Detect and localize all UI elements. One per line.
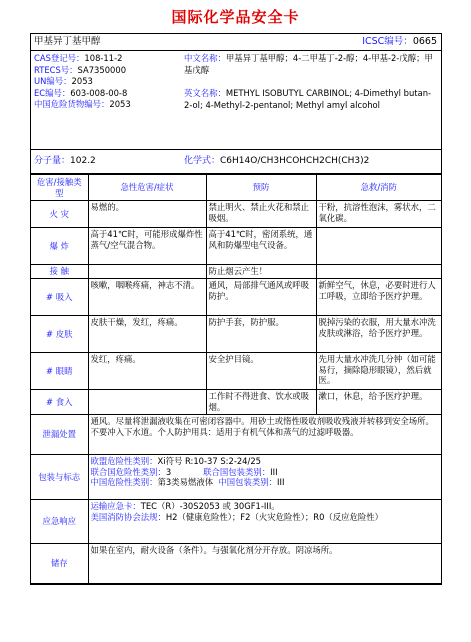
ename-label: 英文名称：: [184, 88, 226, 98]
fire-symptoms: 易燃的。: [88, 201, 206, 228]
cn-label: 中国危险货物编号：: [34, 99, 110, 109]
emergency-row: [31, 500, 441, 544]
cn-class-line: [91, 477, 440, 488]
header-symptoms: 急性危害/症状: [88, 175, 206, 201]
table-header-row: [31, 175, 441, 201]
table-row: [31, 279, 441, 316]
cn-class-label: 中国危险性类别：: [90, 477, 158, 487]
card-box: [30, 33, 442, 585]
nfpa-line: [91, 512, 440, 523]
icsc-number: [362, 34, 437, 50]
identifiers-left: [34, 53, 179, 111]
table-row: [31, 201, 441, 228]
cn-value: 2053: [109, 99, 131, 109]
contact-firstaid: [316, 265, 441, 279]
un-row: [34, 76, 179, 88]
cname-value: 甲基异丁基甲醇；4-二甲基丁-2-醇；4-甲基-2-戊醇；甲基戊醇: [184, 53, 433, 75]
un-class-value: 3: [165, 466, 172, 477]
explosion-firstaid: [316, 228, 441, 265]
eyes-firstaid: 先用大量水冲洗几分钟（如可能易行，摘除隐形眼镜），然后就医。: [316, 353, 441, 390]
ename-row: [184, 88, 436, 111]
cas-row: [34, 53, 179, 65]
row-label-explosion: 爆 炸: [31, 228, 88, 265]
un-pack-value: III: [270, 466, 278, 477]
table-row: [31, 390, 441, 415]
explosion-symptoms: 高于41℃时，可能形成爆炸性蒸气/空气混合物。: [88, 228, 206, 265]
ingestion-firstaid: 漱口，休息，给予医疗护理。: [316, 390, 441, 415]
contact-prevention: 防止烟云产生！: [206, 265, 316, 279]
packaging-text: [88, 455, 441, 500]
un-label: UN编号：: [34, 76, 72, 86]
inhalation-symptoms: 咳嗽，咽喉疼痛，神志不清。: [88, 279, 206, 316]
identifiers-right: [184, 53, 436, 111]
header-type: 危害/接触类型: [31, 175, 88, 201]
row-label-contact: 接 触: [31, 265, 88, 279]
ec-row: [34, 88, 179, 100]
spill-label: 泄漏处置: [31, 415, 88, 455]
card-title: 国际化学品安全卡: [171, 8, 300, 26]
cas-label: CAS登记号：: [34, 53, 85, 63]
ename-value: METHYL ISOBUTYL CARBINOL; 4-Dimethyl butan-2-ol; 4-Methyl-2-pentanol; Methyl amyl alcohol: [184, 88, 432, 110]
ec-label: EC编号：: [34, 87, 71, 98]
packaging-row: [31, 455, 441, 500]
spill-row: [31, 415, 441, 455]
nfpa-label: 美国消防协会法规：: [90, 511, 166, 522]
mw: [34, 150, 96, 173]
mw-label: 分子量：: [34, 156, 71, 166]
table-row: [31, 316, 441, 353]
ec-value: 603-008-00-8: [70, 87, 128, 98]
identifiers-block: [31, 51, 441, 150]
formula-label: 化学式：: [184, 156, 221, 166]
spill-text: 通风。尽量将泄漏液收集在可密闭容器中。用砂土或惰性吸收剂吸收残液并转移到安全场所。不要冲入下水道。个人防护用具：适用于有机气体和蒸气的过滤呼吸器。: [88, 415, 441, 455]
formula: [184, 150, 369, 173]
storage-label: 储存: [31, 544, 88, 584]
row-label-eyes: # 眼睛: [31, 353, 88, 390]
icsc-label: ICSC编号：: [362, 36, 413, 47]
eu-class-line: [91, 456, 440, 467]
cn-pack-value: III: [277, 477, 285, 487]
molecular-row: [31, 150, 441, 174]
chemical-name: 甲基异丁基甲醇: [34, 36, 101, 47]
cn-row: [34, 99, 179, 111]
transport-card-label: 运输应急卡：: [90, 501, 141, 511]
skin-firstaid: 脱掉污染的衣服，用大量水冲洗皮肤或淋浴，给予医疗护理。: [316, 316, 441, 353]
row-label-fire: 火 灾: [31, 201, 88, 228]
explosion-prevention: 高于41℃时，密闭系统，通风和防爆型电气设备。: [206, 228, 316, 265]
header-firstaid: 急救/消防: [316, 175, 441, 201]
emergency-label: 应急响应: [31, 500, 88, 544]
eu-class-value: Xi符号 R:10-37 S:2-24/25: [157, 456, 261, 466]
header-row: [31, 34, 441, 51]
table-row: [31, 265, 441, 279]
nfpa-value: H2（健康危险性）；F2（火灾危险性）；R0（反应危险性）: [165, 511, 384, 522]
skin-prevention: 防护手套，防护服。: [206, 316, 316, 353]
cas-value: 108-11-2: [84, 53, 123, 63]
eyes-prevention: 安全护目镜。: [206, 353, 316, 390]
hazard-table: [31, 174, 441, 584]
header-prevention: 预防: [206, 175, 316, 201]
ingestion-symptoms: [88, 390, 206, 415]
formula-value: C6H14O/CH3HCOHCH2CH(CH3)2: [220, 156, 370, 166]
emergency-text: [88, 500, 441, 544]
contact-symptoms: [88, 265, 206, 279]
row-label-skin: # 皮肤: [31, 316, 88, 353]
un-value: 2053: [71, 76, 93, 86]
icsc-value: 0665: [412, 36, 437, 47]
un-class-line: [91, 467, 440, 478]
inhalation-prevention: 通风，局部排气通风或呼吸防护。: [206, 279, 316, 316]
skin-symptoms: 皮肤干燥，发红，疼痛。: [88, 316, 206, 353]
cn-class-value: 第3类易燃液体: [157, 477, 214, 487]
rtecs-value: SA7350000: [77, 64, 127, 75]
table-row: [31, 353, 441, 390]
ingestion-prevention: 工作时不得进食、饮水或吸烟。: [206, 390, 316, 415]
cname-label: 中文名称：: [184, 53, 226, 63]
fire-firstaid: 干粉，抗溶性泡沫，雾状水，二氧化碳。: [316, 201, 441, 228]
un-pack-label: 联合国包装类别：: [203, 466, 271, 477]
cn-pack-label: 中国包装类别：: [218, 477, 278, 487]
transport-card-value: TEC（R）-30S2053 或 30GF1-III。: [140, 501, 280, 511]
mw-value: 102.2: [70, 156, 96, 166]
row-label-inhalation: # 吸入: [31, 279, 88, 316]
rtecs-label: RTECS号：: [34, 64, 78, 75]
un-class-label: 联合国危险性类别：: [90, 466, 166, 477]
inhalation-firstaid: 新鲜空气，休息，必要时进行人工呼吸，立即给予医疗护理。: [316, 279, 441, 316]
eu-class-label: 欧盟危险性类别：: [90, 456, 158, 466]
eyes-symptoms: 发红，疼痛。: [88, 353, 206, 390]
packaging-label: 包装与标志: [31, 455, 88, 500]
row-label-ingestion: # 食入: [31, 390, 88, 415]
storage-text: 如果在室内，耐火设备（条件）。与强氧化剂分开存放。阴凉场所。: [88, 544, 441, 584]
fire-prevention: 禁止明火、禁止火花和禁止吸烟。: [206, 201, 316, 228]
cname-row: [184, 53, 436, 76]
transport-card-line: [91, 501, 440, 512]
rtecs-row: [34, 65, 179, 77]
storage-row: [31, 544, 441, 584]
table-row: [31, 228, 441, 265]
